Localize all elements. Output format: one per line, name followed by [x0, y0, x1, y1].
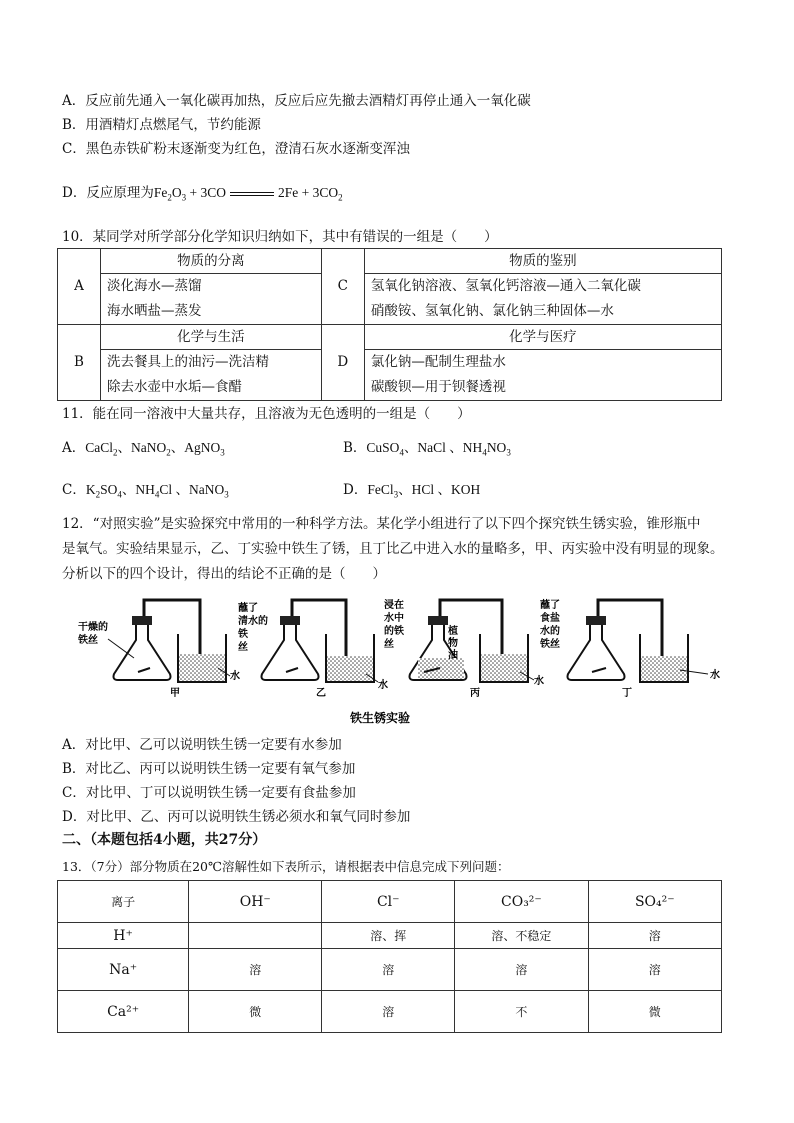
label-water-bing: 水: [534, 676, 544, 687]
solubility-cell: 溶: [588, 949, 721, 991]
solubility-cell: 溶: [322, 991, 455, 1033]
q10-b-line2: 除去水壶中水垢—食醋: [101, 375, 322, 401]
q10-label-d: D: [321, 325, 364, 401]
q12-option-d: D．对比甲、乙、丙可以说明铁生锈必须水和氧气同时参加: [62, 809, 411, 825]
solubility-cell: 溶: [189, 949, 322, 991]
q10-title-d: 化学与医疗: [364, 325, 721, 350]
q10-label-a: A: [58, 249, 101, 325]
q9-option-d: [62, 184, 343, 202]
q10-title-c: 物质的鉴别: [364, 249, 721, 274]
solubility-header-co3: CO₃²⁻: [455, 881, 588, 923]
q12-stem-line1: 12．“对照实验”是实验探究中常用的一种科学方法。某化学小组进行了以下四个探究铁生锈实验，锥形瓶中: [62, 516, 701, 532]
q10-a-line1: 淡化海水—蒸馏: [101, 274, 322, 300]
solubility-cell: 溶: [588, 923, 721, 949]
q10-title-a: 物质的分离: [101, 249, 322, 274]
q10-d-line1: 氯化钠—配制生理盐水: [364, 350, 721, 376]
rust-experiment-figure: [78, 596, 738, 728]
q11-option-b: B．CuSO$_4$、NaCl 、$NH_4NO_3$: [343, 440, 511, 458]
label-name-jia: 甲: [170, 688, 180, 699]
label-water-jia: 水: [230, 671, 240, 682]
q9-option-b: B．用酒精灯点燃尾气，节约能源: [62, 117, 261, 133]
solubility-cell: 溶: [322, 949, 455, 991]
label-bing-line3: 的铁: [384, 626, 404, 637]
q10-label-b: B: [58, 325, 101, 401]
label-yi-line1: 蘸了: [238, 603, 258, 614]
setup-jia: [78, 600, 240, 699]
section-2-heading: 二、（本题包括4小题，共27分）: [62, 832, 267, 848]
label-water-yi: 水: [378, 680, 388, 691]
q9-option-c: C．黑色赤铁矿粉末逐渐变为红色，澄清石灰水逐渐变浑浊: [62, 141, 410, 157]
solubility-row-h: H⁺: [58, 923, 189, 949]
solubility-cell: [189, 923, 322, 949]
solubility-header-cl: Cl⁻: [322, 881, 455, 923]
label-name-ding: 丁: [622, 688, 632, 699]
q11-option-d: D．FeCl$_3$、HCl 、KOH: [343, 482, 481, 500]
q10-a-line2: 海水晒盐—蒸发: [101, 299, 322, 325]
q12-stem-line3: 分析以下的四个设计，得出的结论不正确的是（ ）: [62, 566, 386, 582]
q12-option-b: B．对比乙、丙可以说明铁生锈一定要有氧气参加: [62, 761, 356, 777]
label-oil-2: 物: [448, 638, 458, 649]
q10-d-line2: 碳酸钡—用于钡餐透视: [364, 375, 721, 401]
solubility-cell: 溶、挥: [322, 923, 455, 949]
setup-yi: [237, 600, 388, 699]
label-ding-line2: 食盐: [540, 613, 560, 624]
q11-option-a: A．CaCl$_2$、NaNO$_2$、AgNO$_3$: [62, 440, 225, 458]
solubility-cell: 溶: [455, 949, 588, 991]
q10-title-b: 化学与生活: [101, 325, 322, 350]
label-ding-line3: 水的: [540, 626, 560, 637]
solubility-cell: 微: [588, 991, 721, 1033]
label-bing-line2: 水中: [384, 613, 404, 624]
solubility-header-ion: 离子: [58, 881, 189, 923]
solubility-cell: 溶、不稳定: [455, 923, 588, 949]
label-ding-line1: 蘸了: [540, 600, 560, 611]
label-yi-line3: 铁: [238, 629, 248, 640]
label-yi-line2: 清水的: [238, 616, 268, 627]
solubility-header-so4: SO₄²⁻: [588, 881, 721, 923]
label-name-bing: 丙: [470, 688, 480, 699]
q9-option-a: A．反应前先通入一氧化碳再加热，反应后应先撤去酒精灯再停止通入一氧化碳: [62, 93, 531, 109]
solubility-cell: 不: [455, 991, 588, 1033]
label-jia-line1: 干燥的: [78, 622, 108, 633]
label-water-ding: 水: [710, 670, 720, 681]
label-bing-line1: 浸在: [384, 600, 404, 611]
label-yi-line4: 丝: [238, 642, 248, 653]
q12-option-c: C．对比甲、丁可以说明铁生锈一定要有食盐参加: [62, 785, 356, 801]
label-name-yi: 乙: [316, 688, 326, 699]
label-bing-line4: 丝: [384, 639, 394, 650]
label-jia-line2: 铁丝: [78, 635, 98, 646]
q10-c-line1: 氢氧化钠溶液、氢氧化钙溶液—通入二氧化碳: [364, 274, 721, 300]
solubility-cell: 微: [189, 991, 322, 1033]
setup-bing: [383, 598, 544, 699]
figure-caption: 铁生锈实验: [350, 711, 411, 725]
solubility-row-na: Na⁺: [58, 949, 189, 991]
setup-ding: [539, 598, 720, 699]
q9-equation: $Fe_2O_3 + 3CO$ $2Fe + 3CO_2$: [153, 185, 343, 203]
solubility-header-oh: OH⁻: [189, 881, 322, 923]
q10-table: [57, 248, 722, 401]
q11-option-c: C．$K_2SO_4$、$NH_4Cl$ 、NaNO$_3$: [62, 482, 229, 500]
q10-stem: 10．某同学对所学部分化学知识归纳如下，其中有错误的一组是（ ）: [62, 229, 498, 245]
q11-stem: 11．能在同一溶液中大量共存，且溶液为无色透明的一组是（ ）: [62, 406, 471, 422]
solubility-row-ca: Ca²⁺: [58, 991, 189, 1033]
q12-stem-line2: 是氧气。实验结果显示，乙、丁实验中铁生了锈，且丁比乙中进入水的量略多，甲、丙实验中没有明显的现象。: [62, 541, 724, 557]
label-ding-line4: 铁丝: [540, 639, 560, 650]
q9-option-d-prefix: D．反应原理为: [62, 185, 154, 201]
q10-b-line1: 洗去餐具上的油污—洗洁精: [101, 350, 322, 376]
q10-label-c: C: [321, 249, 364, 325]
q10-c-line2: 硝酸铵、氢氧化钠、氯化钠三种固体—水: [364, 299, 721, 325]
label-oil-1: 植: [448, 626, 458, 637]
q13-stem: 13．（7分）部分物质在20℃溶解性如下表所示，请根据表中信息完成下列问题：: [62, 859, 510, 874]
solubility-table: [57, 880, 722, 1033]
label-oil-3: 油: [448, 650, 458, 661]
q12-option-a: A．对比甲、乙可以说明铁生锈一定要有水参加: [62, 737, 342, 753]
